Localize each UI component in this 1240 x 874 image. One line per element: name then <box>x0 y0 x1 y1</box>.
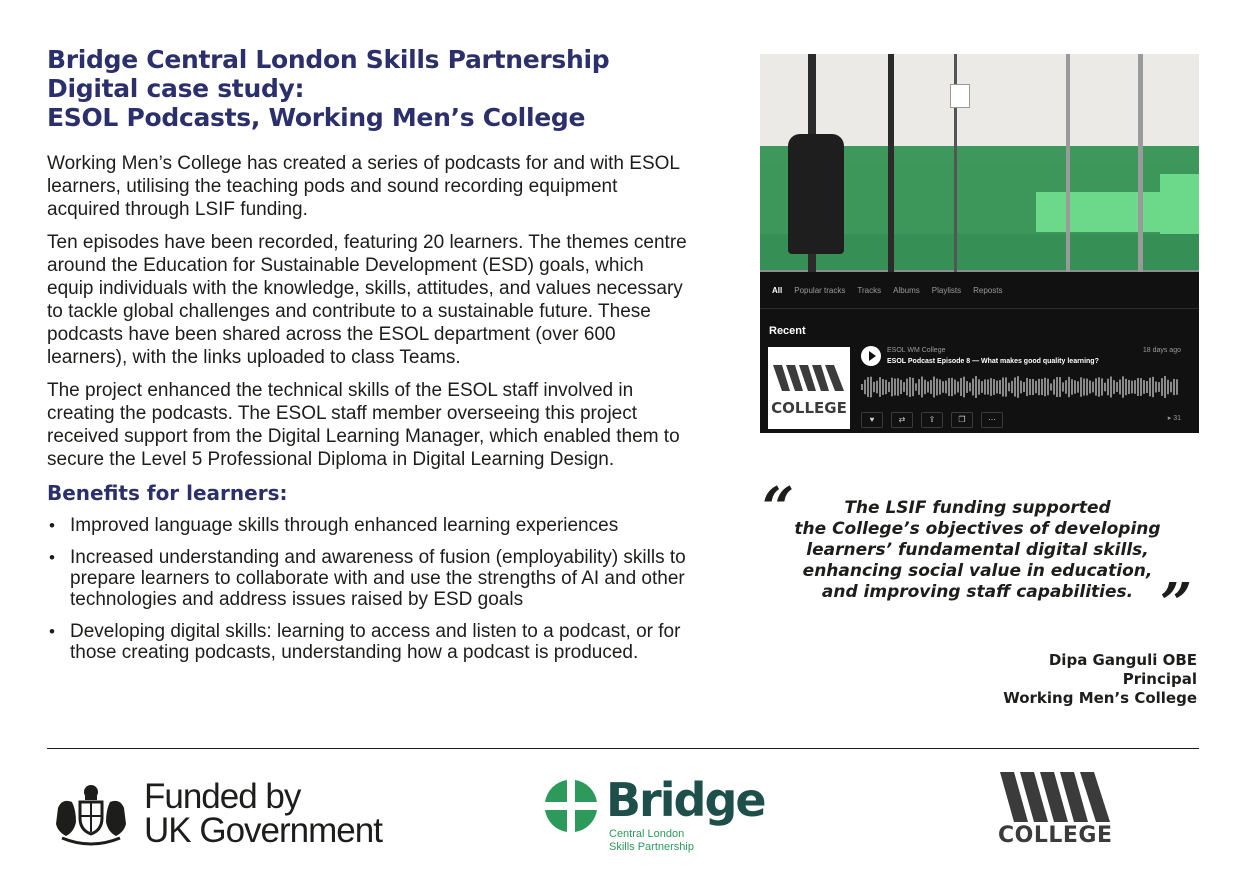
quote-line: the College’s objectives of developing <box>794 519 1161 539</box>
play-count: ▸ 31 <box>1167 415 1181 422</box>
quote-line: The LSIF funding supported <box>844 498 1111 518</box>
bridge-subtitle: Central London Skills Partnership <box>609 828 694 853</box>
more-icon[interactable]: ⋯ <box>981 412 1003 428</box>
wmc-artwork-logo <box>768 347 850 429</box>
wmc-sign <box>950 84 970 108</box>
benefit-item: • Developing digital skills: learning to access and listen to a podcast, or for those creating podcasts, understanding how a podcast is produced. <box>47 621 687 663</box>
recording-pod-photo <box>760 54 1199 272</box>
footer-divider <box>47 748 1199 749</box>
gov-wordmark <box>144 777 382 850</box>
track-title[interactable]: ESOL Podcast Episode 8 — What makes good quality learning? <box>887 358 1099 365</box>
page-title <box>47 45 609 132</box>
repost-icon[interactable]: ⇄ <box>891 412 913 428</box>
uk-government-logo <box>52 777 402 850</box>
attribution-role: Principal <box>1122 670 1197 688</box>
wmc-college-logo <box>998 772 1112 852</box>
royal-crest-icon <box>52 782 130 848</box>
waveform[interactable] <box>861 372 1181 402</box>
intro-paragraph: Working Men’s College has created a series of podcasts for and with ESOL learners, utilising the teaching pods and sound recording equipment acquired through LSIF funding. <box>47 153 680 220</box>
share-icon[interactable]: ⇪ <box>921 412 943 428</box>
wmc-college-text: COLLEGE <box>998 823 1113 848</box>
body-column <box>47 152 687 674</box>
attribution-org: Working Men’s College <box>1003 689 1197 707</box>
podcast-player-screenshot <box>760 272 1199 433</box>
player-tabs <box>772 286 1002 295</box>
tab-popular-tracks[interactable]: Popular tracks <box>794 286 846 295</box>
tab-albums[interactable]: Albums <box>893 286 920 295</box>
benefits-heading: Benefits for learners: <box>47 481 288 505</box>
gov-line-2: UK Government <box>144 811 382 850</box>
artist-name[interactable]: ESOL WM College <box>887 347 946 354</box>
episodes-paragraph: Ten episodes have been recorded, featuring 20 learners. The themes centre around the Education for Sustainable Development (ESD) goals, which equip individuals with the knowledge, skills, attitudes, and values necessary to tackle global challenges and contribute to a sustainable future. These podcasts have been shared across the ESOL department (over 600 learners), with the links uploaded to class Teams. <box>47 232 687 368</box>
benefit-item: • Improved language skills through enhanced learning experiences <box>47 515 687 536</box>
quote-line: learners’ fundamental digital skills, <box>806 540 1149 560</box>
bridge-logo <box>545 773 775 858</box>
bridge-cross-icon <box>545 780 597 832</box>
tab-tracks[interactable]: Tracks <box>857 286 882 295</box>
quote-line: and improving staff capabilities. <box>821 582 1134 602</box>
copy-icon[interactable]: ❐ <box>951 412 973 428</box>
benefits-list <box>47 515 687 663</box>
staff-skills-paragraph: The project enhanced the technical skills of the ESOL staff involved in creating the podcasts. The ESOL staff member overseeing this project received support from the Digital Learning Manager, which enabled them to secure the Level 5 Professional Diploma in Digital Learning Design. <box>47 380 680 470</box>
case-study-photo <box>760 54 1199 433</box>
like-icon[interactable]: ♥ <box>861 412 883 428</box>
track-artwork <box>768 347 850 429</box>
title-line-1: Bridge Central London Skills Partnership <box>47 45 610 74</box>
tab-reposts[interactable]: Reposts <box>973 286 1003 295</box>
gov-line-1: Funded by <box>144 777 301 816</box>
artwork-college-text: COLLEGE <box>771 399 847 417</box>
tab-all[interactable]: All <box>772 286 783 295</box>
wm-monogram-icon <box>1000 772 1110 822</box>
pull-quote <box>790 498 1165 603</box>
track-actions <box>861 412 1003 428</box>
benefit-item: • Increased understanding and awareness of fusion (employability) skills to prepare learners to collaborate with and use the strengths of AI and other technologies and address issues raised by ESD goals <box>47 547 687 610</box>
attribution-name: Dipa Ganguli OBE <box>1048 651 1197 669</box>
office-chair <box>788 134 844 254</box>
bridge-wordmark: Bridge <box>606 773 765 827</box>
open-quote-mark: “ <box>762 475 795 541</box>
posted-ago: 18 days ago <box>1142 347 1181 354</box>
quote-line: enhancing social value in education, <box>802 561 1153 581</box>
title-line-2: Digital case study: <box>47 74 305 103</box>
play-button[interactable] <box>861 346 881 366</box>
tab-playlists[interactable]: Playlists <box>931 286 962 295</box>
quote-attribution <box>1003 651 1197 708</box>
recent-label: Recent <box>769 325 806 337</box>
close-quote-mark: ” <box>1160 571 1193 637</box>
title-line-3: ESOL Podcasts, Working Men’s College <box>47 103 586 132</box>
